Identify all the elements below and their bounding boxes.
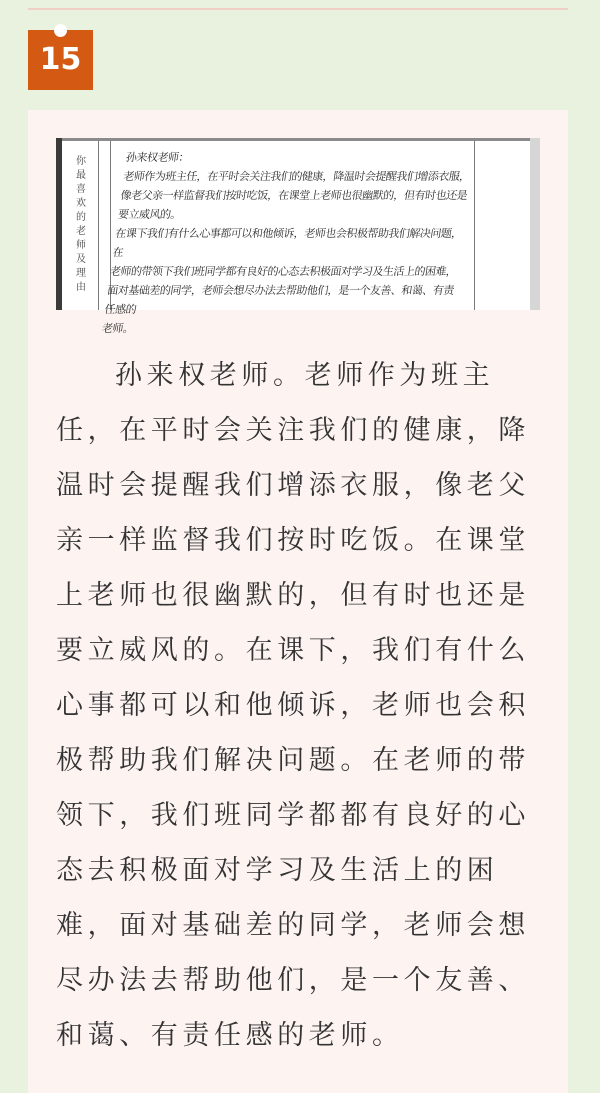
handwritten-line: 老师。: [101, 322, 135, 335]
handwritten-text: [101, 148, 478, 338]
handwritten-note-photo: [56, 138, 540, 335]
section-number-badge: 15: [28, 30, 93, 90]
badge-notch-decoration: [54, 24, 67, 37]
form-side-column: [62, 141, 99, 310]
content-card: [28, 110, 568, 1093]
handwritten-line: 要立威风的。: [117, 208, 182, 221]
photo-edge-shadow: [56, 138, 540, 141]
handwritten-line: 老师作为班主任，在平时会关注我们的健康，降温时会提醒我们增添衣服，: [122, 170, 471, 183]
photo-edge-shadow: [530, 138, 540, 310]
handwritten-line: 像老父亲一样监督我们按时吃饭，在课堂上老师也很幽默的，但有时也还是: [119, 189, 469, 202]
handwritten-line: 老师的带领下我们班同学都有良好的心态去积极面对学习及生活上的困难，: [109, 265, 458, 278]
handwritten-line: 在课下我们有什么心事都可以和他倾诉，老师也会积极帮助我们解决问题，在: [111, 227, 463, 259]
handwritten-line: 面对基础差的同学，老师会想尽办法去帮助他们，是一个友善、和蔼、有责任感的: [103, 284, 455, 316]
handwritten-line: 孙来权老师：: [125, 151, 190, 164]
top-divider: [28, 8, 568, 10]
article-paragraph: 孙来权老师。老师作为班主任，在平时会关注我们的健康，降温时会提醒我们增添衣服，像老父亲一样监督我们按时吃饭。在课堂上老师也很幽默的，但有时也还是要立威风的。在课下，我们有什么心事都可以和他倾诉，老师也会积极帮助我们解决问题。在老师的带领下，我们班同学都都有良好的心态去积极面对学习及生活上的困难，面对基础差的同学，老师会想尽办法去帮助他们，是一个友善、和蔼、有责任感的老师。: [56, 360, 530, 1051]
form-side-label: 你最喜欢的老师及理由: [76, 156, 86, 293]
